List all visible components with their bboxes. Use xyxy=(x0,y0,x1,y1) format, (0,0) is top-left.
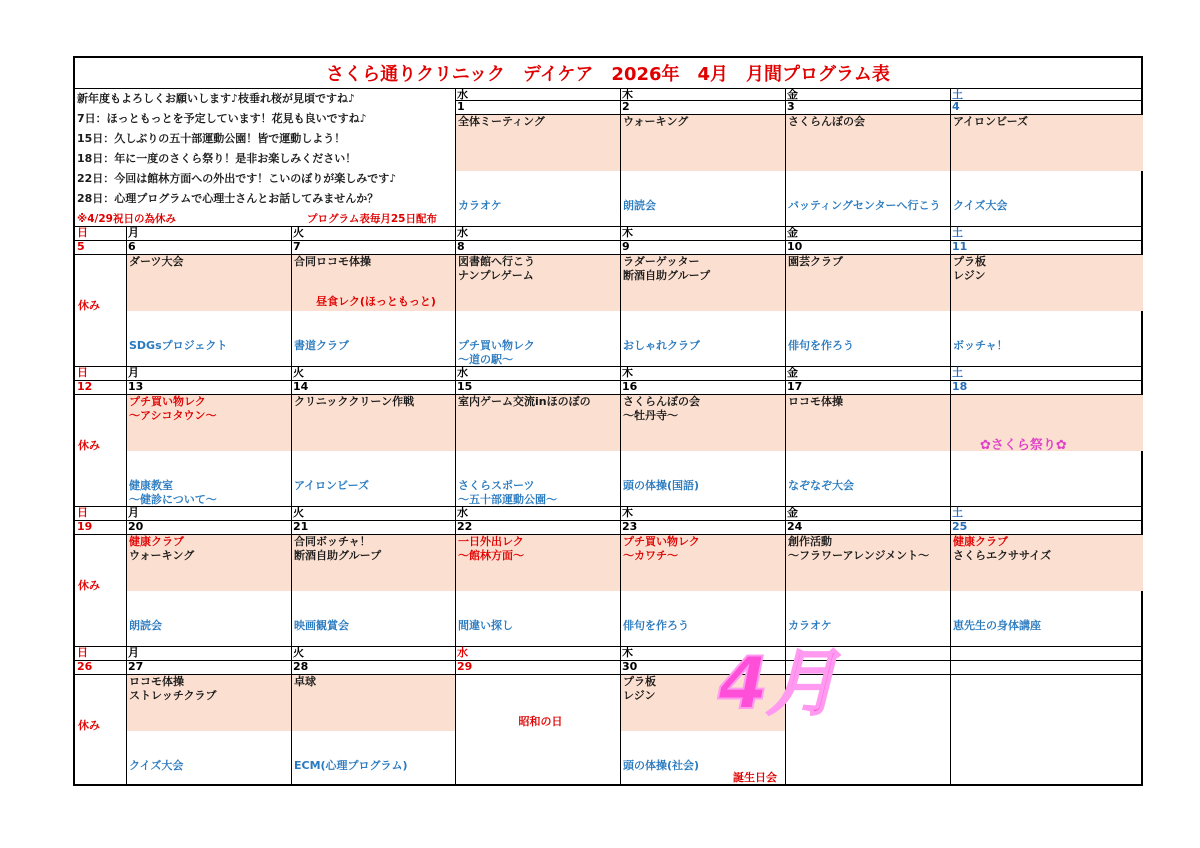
am-program: クリニッククリーン作戦 xyxy=(294,395,415,408)
weekday-label: 火 xyxy=(293,366,304,379)
sakura-festival xyxy=(980,434,1067,453)
weekday-label: 木 xyxy=(622,366,633,379)
weekday-label: 月 xyxy=(128,506,139,519)
weekday-label: 木 xyxy=(622,646,633,659)
date-number: 10 xyxy=(787,240,803,253)
note-line: 7日：ほっともっとを予定しています！花見も良いですね♪ xyxy=(77,112,367,125)
flower-icon: ✿ xyxy=(980,438,991,453)
date-number: 19 xyxy=(77,520,93,533)
weekday-label: 日 xyxy=(77,506,88,519)
am-program: さくらんぼの会 xyxy=(788,115,865,128)
date-number: 20 xyxy=(128,520,144,533)
rest-label: 休み xyxy=(78,719,100,732)
weekday-label: 水 xyxy=(457,646,468,659)
date-number: 8 xyxy=(457,240,465,253)
am-program: プラ板 レジン xyxy=(623,675,656,702)
date-number: 18 xyxy=(952,380,968,393)
weekday-label: 水 xyxy=(457,506,468,519)
pm-program: さくらスポーツ ～五十部運動公園～ xyxy=(458,479,557,506)
date-number: 25 xyxy=(952,520,968,533)
pm-program: ECM(心理プログラム) xyxy=(294,759,408,772)
am-program: 室内ゲーム交流inほのぼの xyxy=(458,395,591,408)
date-number: 6 xyxy=(128,240,136,253)
weekday-label: 土 xyxy=(952,88,963,101)
date-number: 23 xyxy=(622,520,638,533)
pm-program: なぞなぞ大会 xyxy=(788,479,854,492)
note-line: 15日：久しぶりの五十部運動公園！皆で運動しよう！ xyxy=(77,132,346,145)
pm-program: アイロンビーズ xyxy=(294,479,370,492)
am-program: 園芸クラブ xyxy=(788,255,843,268)
weekday-label: 金 xyxy=(787,366,798,379)
date-number: 12 xyxy=(77,380,93,393)
date-number: 21 xyxy=(293,520,309,533)
pm-program: 頭の体操(国語) xyxy=(623,479,700,492)
pm-program: 健康教室 ～健診について～ xyxy=(129,479,217,506)
date-number: 9 xyxy=(622,240,630,253)
am-program: ラダーゲッター 断酒自助グループ xyxy=(623,255,711,282)
date-number: 27 xyxy=(128,660,144,673)
pm-program: SDGsプロジェクト xyxy=(129,339,228,352)
date-number: 3 xyxy=(787,100,795,113)
weekday-label: 日 xyxy=(77,366,88,379)
weekday-label: 土 xyxy=(952,366,963,379)
pm-program: クイズ大会 xyxy=(953,199,1008,212)
date-number: 16 xyxy=(622,380,638,393)
month-badge: 4月 xyxy=(718,641,837,725)
date-number: 24 xyxy=(787,520,803,533)
weekday-label: 火 xyxy=(293,226,304,239)
am-program: 合同ロコモ体操 xyxy=(294,255,371,268)
am-program: 全体ミーティング xyxy=(458,115,545,128)
date-number: 5 xyxy=(77,240,85,253)
date-number: 4 xyxy=(952,100,960,113)
weekday-label: 金 xyxy=(787,88,798,101)
grid-line xyxy=(950,646,951,786)
pm-program: 朗読会 xyxy=(623,199,656,212)
weekday-label: 水 xyxy=(457,88,468,101)
note-line: 18日：年に一度のさくら祭り！是非お楽しみください！ xyxy=(77,152,357,165)
weekday-label: 火 xyxy=(293,506,304,519)
notes-footer xyxy=(77,209,437,229)
birthday-label: 誕生日会 xyxy=(733,771,777,784)
pm-program: バッティングセンターへ行こう xyxy=(788,199,941,212)
pm-program: カラオケ xyxy=(458,199,502,212)
weekday-label: 水 xyxy=(457,366,468,379)
page-title: さくら通りクリニック デイケア 2026年 4月 月間プログラム表 xyxy=(75,58,1141,89)
am-program: アイロンビーズ xyxy=(953,115,1029,128)
am-program: ダーツ大会 xyxy=(129,255,184,268)
weekday-label: 日 xyxy=(77,226,88,239)
note-line: 28日：心理プログラムで心理士さんとお話してみませんか？ xyxy=(77,192,379,205)
am-program: 一日外出レク ～館林方面～ xyxy=(458,535,524,562)
holiday-label: 昭和の日 xyxy=(518,715,563,728)
pm-program: ボッチャ！ xyxy=(953,339,1008,352)
holiday-note: ※4/29祝日の為休み xyxy=(77,213,176,225)
pm-program: 間違い探し xyxy=(458,619,513,632)
date-number: 11 xyxy=(952,240,968,253)
lunch-recreation: 昼食レク(ほっともっと) xyxy=(316,295,436,308)
weekday-label: 金 xyxy=(787,506,798,519)
weekday-label: 月 xyxy=(128,646,139,659)
date-number: 30 xyxy=(622,660,638,673)
weekday-label: 土 xyxy=(952,226,963,239)
pm-program: 頭の体操(社会) xyxy=(623,759,700,772)
date-number: 1 xyxy=(457,100,465,113)
date-number: 15 xyxy=(457,380,473,393)
rest-label: 休み xyxy=(78,439,100,452)
rest-label: 休み xyxy=(78,579,100,592)
date-number: 22 xyxy=(457,520,473,533)
date-number: 13 xyxy=(128,380,144,393)
pm-program: 書道クラブ xyxy=(294,339,349,352)
am-program: 図書館へ行こう ナンプレゲーム xyxy=(458,255,535,282)
weekday-label: 木 xyxy=(622,88,633,101)
am-program: ロコモ体操 xyxy=(788,395,843,408)
event-label: さくら祭り xyxy=(990,438,1056,453)
am-program: 合同ボッチャ！ 断酒自助グループ xyxy=(294,535,382,562)
am-program: 卓球 xyxy=(294,675,316,688)
rest-label: 休み xyxy=(78,299,100,312)
weekday-label: 日 xyxy=(77,646,88,659)
pm-program: 俳句を作ろう xyxy=(623,619,689,632)
weekday-label: 水 xyxy=(457,226,468,239)
notes-block xyxy=(77,89,453,229)
weekday-label: 土 xyxy=(952,506,963,519)
date-number: 26 xyxy=(77,660,93,673)
flower-icon: ✿ xyxy=(1055,438,1067,453)
program-sheet xyxy=(73,56,1143,786)
date-number: 2 xyxy=(622,100,630,113)
pm-program: 俳句を作ろう xyxy=(788,339,854,352)
date-number: 28 xyxy=(293,660,309,673)
weekday-label: 金 xyxy=(787,226,798,239)
date-number: 17 xyxy=(787,380,803,393)
weekday-label: 月 xyxy=(128,366,139,379)
note-line: 22日：今回は館林方面への外出です！こいのぼりが楽しみです♪ xyxy=(77,172,397,185)
am-program: プラ板 レジン xyxy=(953,255,986,282)
pm-program: おしゃれクラブ xyxy=(623,339,700,352)
pm-program: カラオケ xyxy=(788,619,832,632)
weekday-label: 月 xyxy=(128,226,139,239)
pm-program: 映画観賞会 xyxy=(294,619,349,632)
distribution-note: プログラム表毎月25日配布 xyxy=(306,213,437,225)
am-program: 健康クラブ ウォーキング xyxy=(129,535,195,562)
am-program: ロコモ体操 ストレッチクラブ xyxy=(129,675,217,702)
am-program: 創作活動 ～フラワーアレンジメント～ xyxy=(788,535,930,562)
date-number: 29 xyxy=(457,660,473,673)
am-program: プチ買い物レク ～カワチ～ xyxy=(623,535,700,562)
date-number: 7 xyxy=(293,240,301,253)
weekday-label: 木 xyxy=(622,226,633,239)
date-number: 14 xyxy=(293,380,309,393)
weekday-label: 木 xyxy=(622,506,633,519)
am-program: 健康クラブ さくらエクササイズ xyxy=(953,535,1052,562)
weekday-label: 火 xyxy=(293,646,304,659)
pm-program: プチ買い物レク ～道の駅～ xyxy=(458,339,535,366)
pm-program: クイズ大会 xyxy=(129,759,184,772)
pm-program: 恵先生の身体講座 xyxy=(953,619,1041,632)
am-program: さくらんぼの会 ～牡丹寺～ xyxy=(623,395,700,422)
note-line: 新年度もよろしくお願いします♪枝垂れ桜が見頃ですね♪ xyxy=(77,92,356,105)
am-program: ウォーキング xyxy=(623,115,689,128)
pm-program: 朗読会 xyxy=(129,619,162,632)
am-program: プチ買い物レク ～アシコタウン～ xyxy=(129,395,217,422)
